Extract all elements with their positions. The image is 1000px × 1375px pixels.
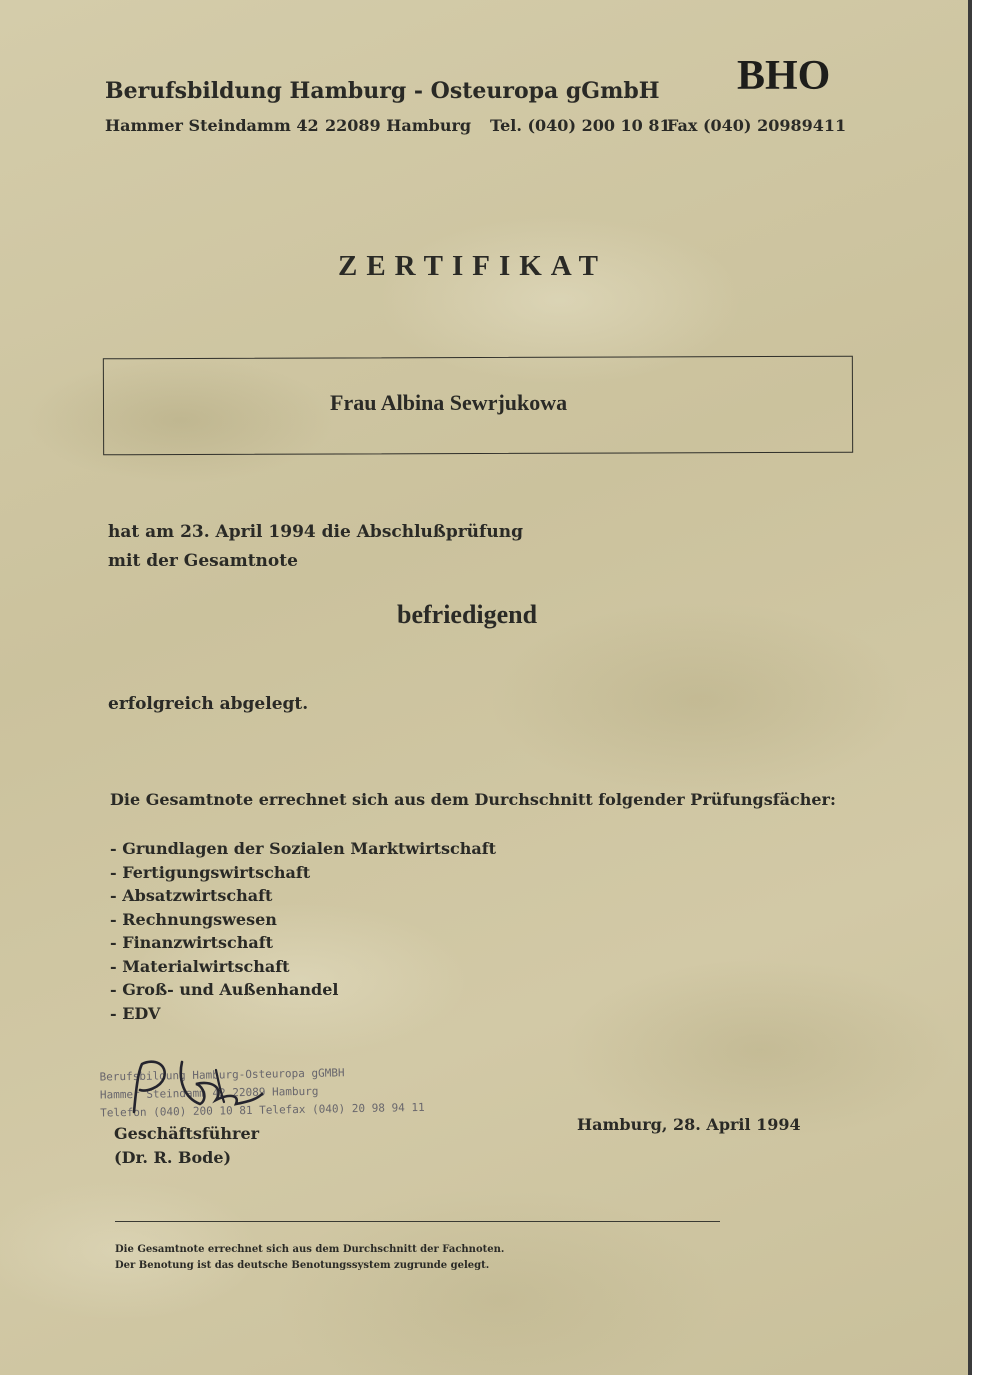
fax-number: Fax (040) 20989411 (667, 116, 847, 135)
signatory-name: (Dr. R. Bode) (114, 1148, 232, 1167)
footnote-line1: Die Gesamtnote errechnet sich aus dem Durchschnitt der Fachnoten. (115, 1244, 505, 1255)
footnote-divider (115, 1221, 720, 1222)
subject-item: - Absatzwirtschaft (110, 886, 273, 905)
stamp-line: Berufsbildung Hamburg-Osteuropa gGMBH (99, 1066, 345, 1084)
subject-list (110, 837, 496, 1025)
signatory-role: Geschäftsführer (114, 1124, 260, 1143)
document-title: ZERTIFIKAT (338, 250, 607, 282)
subject-item: - Finanzwirtschaft (110, 933, 274, 952)
overall-grade: befriedigend (397, 600, 538, 629)
subject-item: - EDV (110, 1003, 161, 1023)
subject-item: - Grundlagen der Sozialen Marktwirtschaft (110, 839, 497, 858)
exam-statement-line2: mit der Gesamtnote (108, 551, 298, 571)
subject-item: - Rechnungswesen (110, 909, 277, 929)
phone-number: Tel. (040) 200 10 81 (490, 116, 671, 135)
subject-item: - Fertigungswirtschaft (110, 862, 311, 882)
subject-item: - Groß- und Außenhandel (110, 980, 339, 999)
recipient-name: Frau Albina Sewrjukowa (330, 390, 568, 415)
stamp-line: Telefon (040) 200 10 81 Telefax (040) 20 98 94 11 (100, 1100, 425, 1120)
subject-item: - Materialwirtschaft (110, 956, 290, 976)
organization-logo: BHO (737, 53, 831, 99)
exam-statement-line1: hat am 23. April 1994 die Abschlußprüfung (108, 522, 523, 542)
stamp-line: Hammer Steindamm 42 22089 Hamburg (99, 1084, 319, 1102)
exam-statement-line3: erfolgreich abgelegt. (108, 694, 309, 714)
organization-name: Berufsbildung Hamburg - Osteuropa gGmbH (105, 78, 660, 104)
place-and-date: Hamburg, 28. April 1994 (577, 1115, 801, 1134)
handwritten-signature (112, 1050, 282, 1130)
address-street: Hammer Steindamm 42 (105, 116, 319, 135)
scan-edge (968, 0, 1000, 1375)
footnote-line2: Der Benotung ist das deutsche Benotungssystem zugrunde gelegt. (115, 1260, 490, 1271)
subjects-intro: Die Gesamtnote errechnet sich aus dem Durchschnitt folgender Prüfungsfächer: (110, 790, 836, 809)
address-zip-city: 22089 Hamburg (325, 116, 472, 135)
